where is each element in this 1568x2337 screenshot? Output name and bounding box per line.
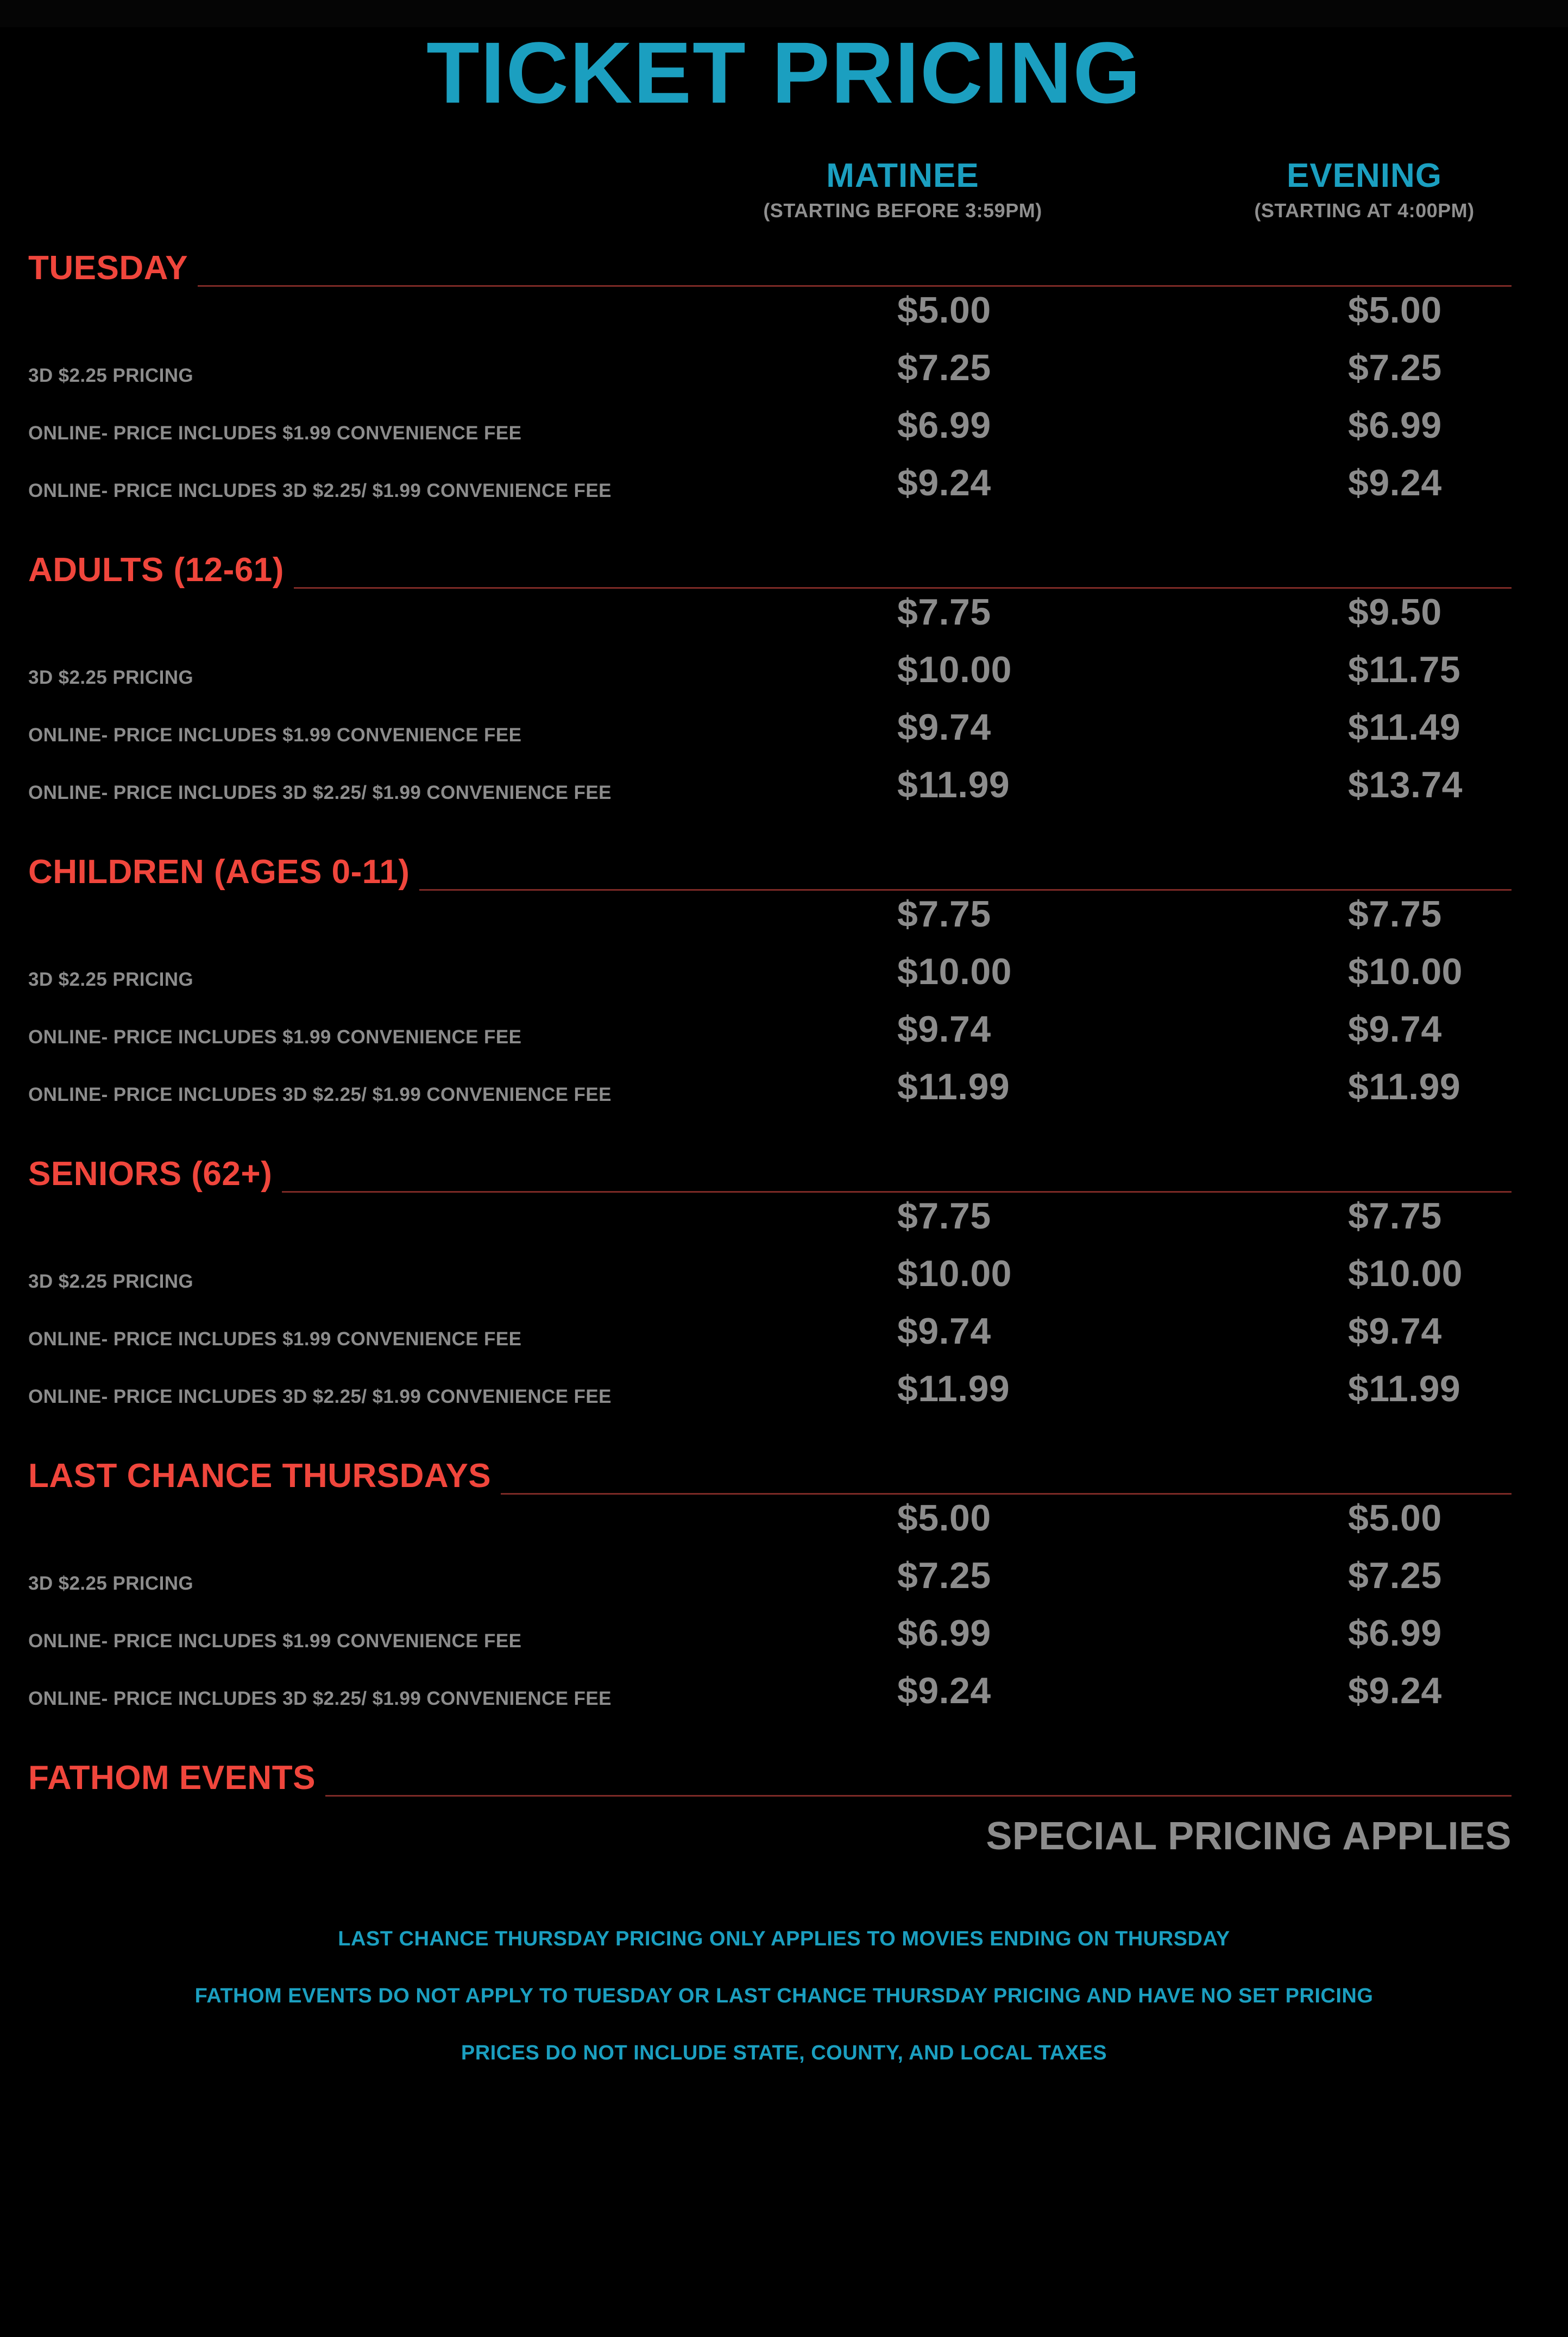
- section-children: [28, 853, 1540, 1123]
- price-evening: $7.75: [1348, 893, 1442, 935]
- section-header: [28, 249, 1540, 289]
- price-matinee: $10.00: [897, 649, 1012, 690]
- column-header-evening-sublabel: (STARTING AT 4:00PM): [1254, 199, 1475, 222]
- price-evening: $9.74: [1348, 1009, 1442, 1050]
- price-evening: $11.99: [1348, 1066, 1461, 1107]
- row-label: ONLINE- PRICE INCLUDES $1.99 CONVENIENCE FEE: [28, 423, 522, 444]
- section-header: [28, 1457, 1540, 1497]
- price-evening: $11.99: [1348, 1368, 1461, 1409]
- section-title-wrap: [28, 551, 294, 593]
- price-evening: $9.24: [1348, 462, 1442, 503]
- price-matinee: $11.99: [897, 764, 1010, 805]
- row-label: ONLINE- PRICE INCLUDES 3D $2.25/ $1.99 CONVENIENCE FEE: [28, 1084, 612, 1105]
- section-title: TUESDAY: [28, 249, 188, 287]
- price-evening: $13.74: [1348, 764, 1463, 805]
- section-title: FATHOM EVENTS: [28, 1759, 316, 1797]
- footer-notes: [28, 1924, 1540, 2069]
- price-evening: $10.00: [1348, 1253, 1463, 1294]
- section-header: [28, 853, 1540, 893]
- table-row: [28, 648, 1540, 706]
- table-row: [28, 1497, 1540, 1554]
- table-row: [28, 404, 1540, 462]
- price-evening: $10.00: [1348, 951, 1463, 992]
- section-seniors: [28, 1155, 1540, 1425]
- row-label: 3D $2.25 PRICING: [28, 1271, 194, 1292]
- page-title: TICKET PRICING: [426, 24, 1142, 121]
- price-matinee: $10.00: [897, 1253, 1012, 1294]
- section-header: [28, 551, 1540, 591]
- row-label: 3D $2.25 PRICING: [28, 667, 194, 688]
- price-evening: $9.50: [1348, 591, 1442, 633]
- table-row: [28, 1195, 1540, 1252]
- price-evening: $9.74: [1348, 1311, 1442, 1352]
- price-matinee: $6.99: [897, 1612, 991, 1654]
- price-rows: [28, 289, 1540, 519]
- price-rows: [28, 591, 1540, 821]
- price-matinee: $9.24: [897, 462, 991, 503]
- price-evening: $6.99: [1348, 1612, 1442, 1654]
- price-matinee: $5.00: [897, 1497, 991, 1539]
- table-row: [28, 1310, 1540, 1368]
- section-title-wrap: [28, 1155, 282, 1196]
- table-row: [28, 1252, 1540, 1310]
- price-rows: [28, 1497, 1540, 1727]
- column-header-matinee-label: MATINEE: [826, 157, 979, 194]
- table-row: [28, 347, 1540, 404]
- section-title-wrap: [28, 1759, 325, 1800]
- price-evening: $7.25: [1348, 1555, 1442, 1596]
- price-matinee: $11.99: [897, 1066, 1010, 1107]
- price-rows: [28, 1195, 1540, 1425]
- table-row: [28, 764, 1540, 821]
- table-row: [28, 289, 1540, 347]
- column-headers: [28, 156, 1540, 249]
- section-header: [28, 1759, 1540, 1799]
- section-divider: [28, 285, 1512, 287]
- row-label: ONLINE- PRICE INCLUDES $1.99 CONVENIENCE FEE: [28, 1630, 522, 1652]
- price-evening: $5.00: [1348, 1497, 1442, 1539]
- table-row: [28, 706, 1540, 764]
- table-row: [28, 462, 1540, 519]
- table-row: [28, 1612, 1540, 1670]
- table-row: [28, 591, 1540, 648]
- note-last-chance-thursday: LAST CHANCE THURSDAY PRICING ONLY APPLIES TO MOVIES ENDING ON THURSDAY: [338, 1927, 1230, 1950]
- price-matinee: $9.74: [897, 1009, 991, 1050]
- row-label: 3D $2.25 PRICING: [28, 365, 194, 386]
- section-title: LAST CHANCE THURSDAYS: [28, 1457, 492, 1495]
- row-label: ONLINE- PRICE INCLUDES 3D $2.25/ $1.99 CONVENIENCE FEE: [28, 480, 612, 501]
- column-header-matinee-sublabel: (STARTING BEFORE 3:59PM): [763, 199, 1042, 222]
- row-label: 3D $2.25 PRICING: [28, 969, 194, 990]
- column-header-evening: [1196, 156, 1533, 222]
- section-title: ADULTS (12-61): [28, 551, 284, 589]
- price-matinee: $7.75: [897, 1195, 991, 1237]
- price-matinee: $7.75: [897, 893, 991, 935]
- price-evening: $6.99: [1348, 405, 1442, 446]
- table-row: [28, 893, 1540, 950]
- column-header-matinee: [734, 156, 1071, 222]
- row-label: ONLINE- PRICE INCLUDES $1.99 CONVENIENCE FEE: [28, 1026, 522, 1048]
- price-rows: [28, 893, 1540, 1123]
- price-matinee: $7.25: [897, 1555, 991, 1596]
- table-row: [28, 1554, 1540, 1612]
- table-row: [28, 1008, 1540, 1066]
- note-taxes: PRICES DO NOT INCLUDE STATE, COUNTY, AND LOCAL TAXES: [461, 2042, 1107, 2064]
- section-adults: [28, 551, 1540, 821]
- ticket-pricing-poster: [0, 24, 1568, 2337]
- section-title-wrap: [28, 249, 198, 291]
- section-title-wrap: [28, 1457, 501, 1498]
- section-header: [28, 1155, 1540, 1195]
- table-row: [28, 1066, 1540, 1123]
- price-matinee: $6.99: [897, 405, 991, 446]
- table-row: [28, 950, 1540, 1008]
- row-label: ONLINE- PRICE INCLUDES 3D $2.25/ $1.99 CONVENIENCE FEE: [28, 1386, 612, 1407]
- price-matinee: $9.24: [897, 1670, 991, 1711]
- price-matinee: $7.25: [897, 347, 991, 388]
- price-evening: $7.75: [1348, 1195, 1442, 1237]
- price-evening: $11.75: [1348, 649, 1461, 690]
- section-title: SENIORS (62+): [28, 1155, 273, 1193]
- row-label: ONLINE- PRICE INCLUDES 3D $2.25/ $1.99 CONVENIENCE FEE: [28, 1688, 612, 1709]
- column-header-evening-label: EVENING: [1286, 157, 1443, 194]
- price-matinee: $11.99: [897, 1368, 1010, 1409]
- note-fathom-events: FATHOM EVENTS DO NOT APPLY TO TUESDAY OR LAST CHANCE THURSDAY PRICING AND HAVE NO SET PRICING: [194, 1985, 1374, 2007]
- price-evening: $5.00: [1348, 289, 1442, 331]
- price-evening: $9.24: [1348, 1670, 1442, 1711]
- price-evening: $11.49: [1348, 707, 1461, 748]
- section-tuesday: [28, 249, 1540, 519]
- section-fathom-events: [28, 1759, 1540, 1859]
- price-matinee: $9.74: [897, 707, 991, 748]
- price-matinee: $9.74: [897, 1311, 991, 1352]
- row-label: ONLINE- PRICE INCLUDES 3D $2.25/ $1.99 CONVENIENCE FEE: [28, 782, 612, 803]
- row-label: ONLINE- PRICE INCLUDES $1.99 CONVENIENCE FEE: [28, 725, 522, 746]
- price-evening: $7.25: [1348, 347, 1442, 388]
- section-title-wrap: [28, 853, 419, 895]
- price-matinee: $10.00: [897, 951, 1012, 992]
- price-matinee: $7.75: [897, 591, 991, 633]
- price-matinee: $5.00: [897, 289, 991, 331]
- row-label: ONLINE- PRICE INCLUDES $1.99 CONVENIENCE FEE: [28, 1328, 522, 1350]
- section-last-chance-thursdays: [28, 1457, 1540, 1727]
- section-title: CHILDREN (AGES 0-11): [28, 853, 410, 891]
- row-label: 3D $2.25 PRICING: [28, 1573, 194, 1594]
- table-row: [28, 1368, 1540, 1425]
- fathom-special-pricing-text: SPECIAL PRICING APPLIES: [986, 1815, 1512, 1858]
- table-row: [28, 1670, 1540, 1727]
